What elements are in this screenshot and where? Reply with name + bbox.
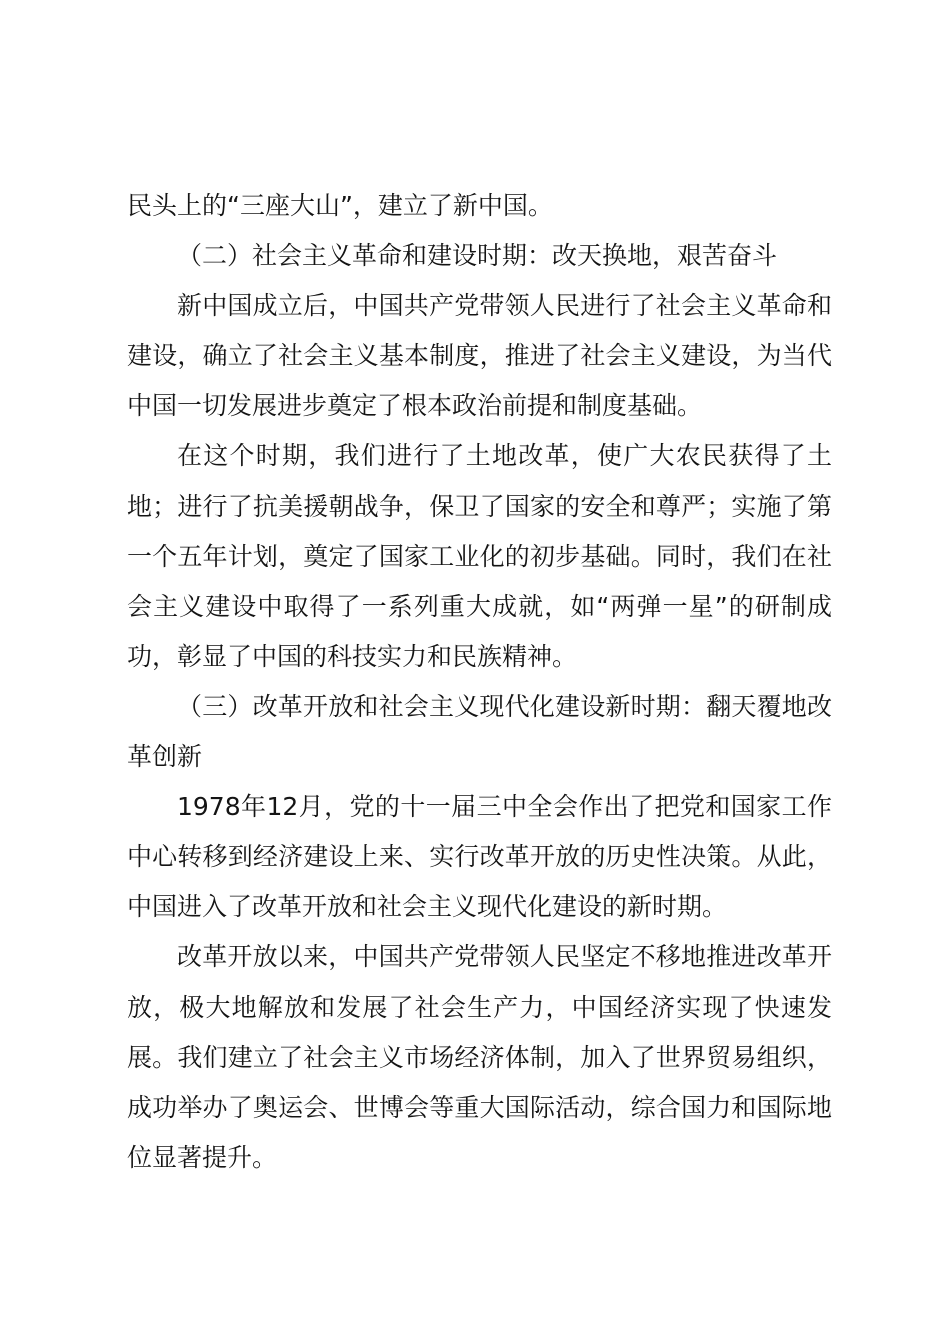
section-heading-2: （二）社会主义革命和建设时期：改天换地，艰苦奋斗 — [177, 241, 778, 271]
paragraph: 1978年12月，党的十一届三中全会作出了把党和国家工作中心转移到经济建设上来、实行改革开放的历史性决策。从此，中国进入了改革开放和社会主义现代化建设的新时期。 — [127, 792, 832, 922]
paragraph: 改革开放以来，中国共产党带领人民坚定不移地推进改革开放，极大地解放和发展了社会生产力，中国经济实现了快速发展。我们建立了社会主义市场经济体制，加入了世界贸易组织，成功举办了奥运会、世博会等重大国际活动，综合国力和国际地位显著提升。 — [127, 942, 832, 1172]
document-body — [127, 181, 832, 1183]
paragraph: 新中国成立后，中国共产党带领人民进行了社会主义革命和建设，确立了社会主义基本制度，推进了社会主义建设，为当代中国一切发展进步奠定了根本政治前提和制度基础。 — [127, 291, 832, 421]
paragraph: 在这个时期，我们进行了土地改革，使广大农民获得了土地；进行了抗美援朝战争，保卫了国家的安全和尊严；实施了第一个五年计划，奠定了国家工业化的初步基础。同时，我们在社会主义建设中取得了一系列重大成就，如“两弹一星”的研制成功，彰显了中国的科技实力和民族精神。 — [127, 441, 832, 671]
section-heading-3: （三）改革开放和社会主义现代化建设新时期：翻天覆地改革创新 — [127, 691, 832, 772]
paragraph-continuation: 民头上的“三座大山”，建立了新中国。 — [127, 191, 553, 220]
